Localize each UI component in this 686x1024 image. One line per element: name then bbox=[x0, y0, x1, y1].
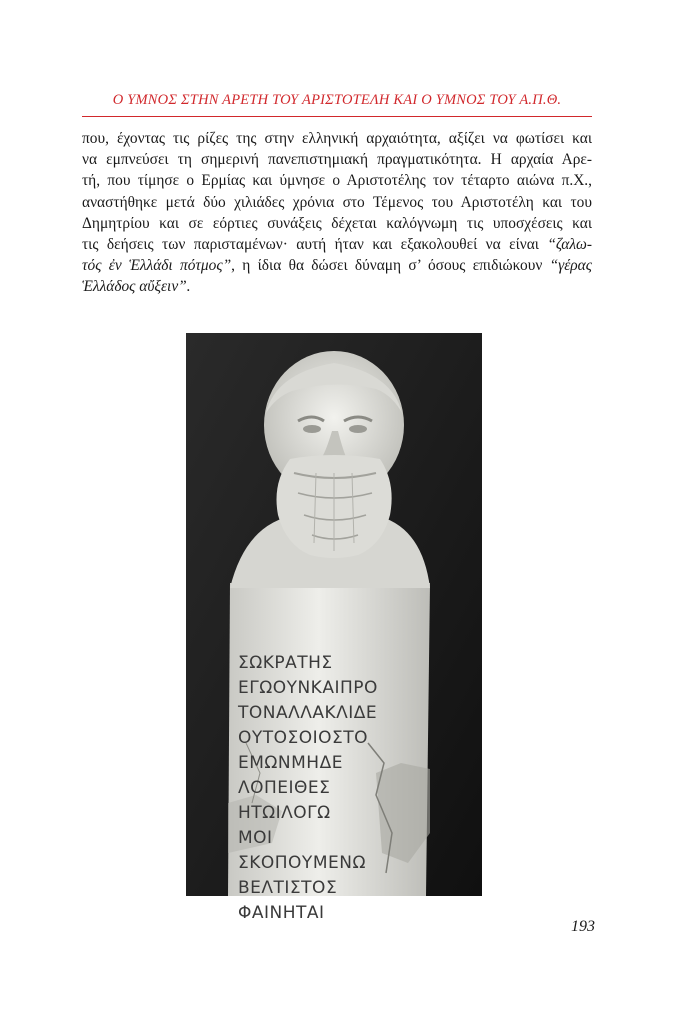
bust-inscription bbox=[238, 651, 438, 926]
text-run: , η ίδια θα δώσει δύναμη σ’ όσους επιδιώκουν bbox=[231, 257, 550, 275]
quote-text: “ζαλω- bbox=[547, 236, 592, 254]
socrates-bust-photo bbox=[186, 333, 482, 923]
text-line: αναστήθηκε μετά δύο χιλιάδες χρόνια στο Τέμενος του Αριστοτέλη και του bbox=[82, 193, 592, 211]
inscription-line: ΦΑΙΝΗΤΑΙ bbox=[238, 903, 325, 923]
quote-text: τός ἐν Ἑλλάδι πότμος” bbox=[82, 257, 232, 275]
text-line: που, έχοντας τις ρίζες της στην ελληνική αρχαιότητα, αξίζει να φωτίσει και bbox=[82, 130, 592, 147]
text-run: τις δεήσεις των παρισταμένων· αυτή ήταν και εξακολουθεί να είναι bbox=[82, 236, 548, 254]
page-number: 193 bbox=[571, 918, 595, 935]
quote-text: Ἑλλάδος αὔξειν”. bbox=[82, 278, 191, 296]
inscription-line: ΤΟΝΑΛΛΑΚΛΙΔΕ bbox=[238, 703, 378, 723]
quote-text: “γέρας bbox=[549, 257, 592, 275]
body-paragraph bbox=[82, 128, 592, 298]
inscription-line: ΕΜΩΝΜΗΔΕ bbox=[238, 753, 343, 773]
inscription-line: ΣΚΟΠΟΥΜΕΝΩ bbox=[238, 853, 366, 873]
running-head: Ο ΥΜΝΟΣ ΣΤΗΝ ΑΡΕΤΗ ΤΟΥ ΑΡΙΣΤΟΤΕΛΗ ΚΑΙ Ο ΥΜΝΟΣ ΤΟΥ Α.Π.Θ. bbox=[112, 92, 562, 108]
inscription-line: ΗΤΩΙΛΟΓΩ bbox=[238, 803, 331, 823]
inscription-line: ΒΕΛΤΙΣΤΟΣ bbox=[238, 878, 338, 898]
text-line: Δημητρίου και σε εόρτιες συνάξεις δέχεται καλόγνωμη τις υποσχέσεις και bbox=[82, 214, 592, 232]
text-line: τή, που τίμησε ο Ερμίας και ύμνησε ο Αριστοτέλης τον τέταρτο αιώνα π.Χ., bbox=[82, 172, 592, 190]
inscription-line: ΜΟΙ bbox=[238, 828, 273, 848]
text-line bbox=[82, 276, 592, 297]
inscription-line: ΟΥΤΟΣΟΙΟΣΤΟ bbox=[238, 728, 369, 748]
inscription-line: ΣΩΚΡΑΤΗΣ bbox=[238, 653, 333, 673]
text-line bbox=[82, 234, 592, 255]
text-line bbox=[82, 255, 592, 276]
header-rule bbox=[82, 116, 592, 117]
inscription-line: ΛΟΠΕΙΘΕΣ bbox=[238, 778, 331, 798]
text-line: να εμπνεύσει τη σημερινή πανεπιστημιακή πραγματικότητα. Η αρχαία Αρε- bbox=[82, 151, 592, 169]
inscription-line: ΕΓΩΟΥΝΚΑΙΠΡΟ bbox=[238, 678, 378, 698]
